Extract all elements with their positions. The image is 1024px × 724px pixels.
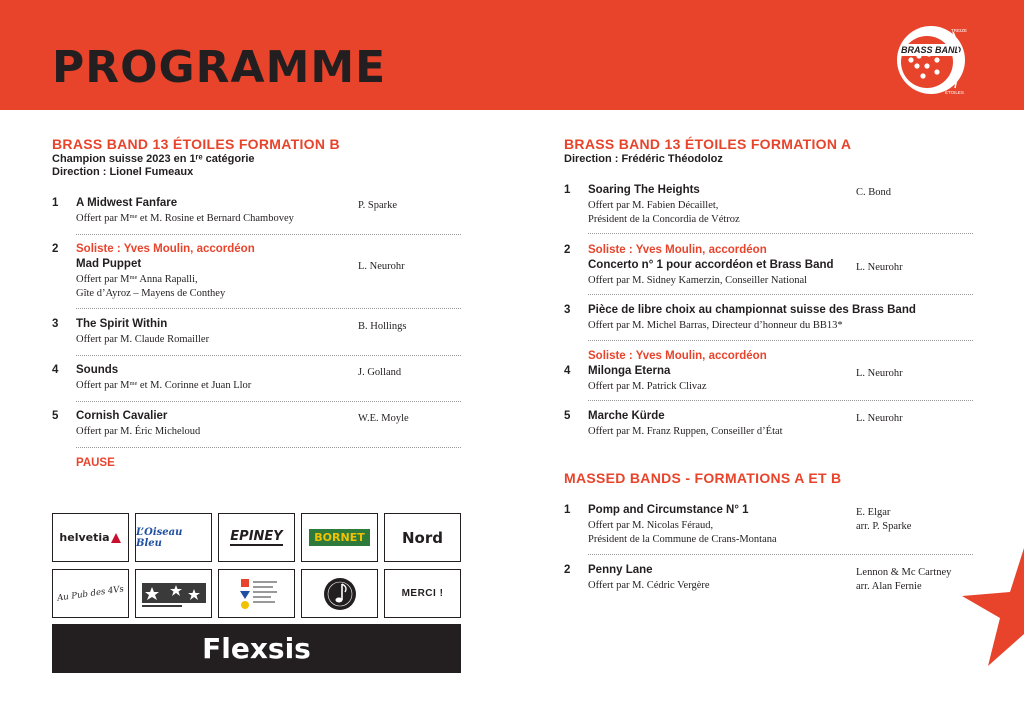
offer-line: Offert par M. Sidney Kamerzin, Conseiller National: [588, 275, 808, 286]
pub-4vs-logo: Au Pub des 4Vs: [56, 583, 125, 604]
divider: [588, 554, 973, 555]
sponsor-oiseau-bleu[interactable]: [135, 513, 212, 562]
divider: [76, 234, 461, 235]
composer: E. Elgar: [856, 507, 891, 518]
composer: W.E. Moyle: [358, 413, 409, 424]
program-item-b3: [52, 318, 461, 350]
item-number: 4: [52, 364, 59, 376]
sponsor-nord[interactable]: [384, 513, 461, 562]
soloist-line: Soliste : Yves Moulin, accordéon: [588, 350, 767, 362]
piece-title: Pomp and Circumstance N° 1: [588, 504, 749, 516]
bornet-logo: BORNET: [309, 529, 369, 546]
arranger: arr. P. Sparke: [856, 521, 912, 532]
piece-title: Soaring The Heights: [588, 184, 700, 196]
item-number: 4: [564, 365, 571, 377]
composer: L. Neurohr: [856, 262, 903, 273]
program-item-a3: [564, 304, 973, 336]
piece-title: Cornish Cavalier: [76, 410, 168, 422]
sponsor-brass-music[interactable]: [301, 569, 378, 618]
offer-line: Offert par M. Franz Ruppen, Conseiller d’État: [588, 426, 783, 437]
composer: L. Neurohr: [856, 368, 903, 379]
sponsor-stars-banner[interactable]: [135, 569, 212, 618]
composer: L. Neurohr: [856, 413, 903, 424]
header-banner: [0, 0, 1024, 110]
piece-title: Milonga Eterna: [588, 365, 671, 377]
item-number: 1: [52, 197, 59, 209]
piece-title: Penny Lane: [588, 564, 653, 576]
triangle-icon: [110, 532, 122, 544]
epiney-logo: EPINEY: [230, 529, 283, 544]
item-number: 3: [564, 304, 571, 316]
sponsor-merci: [384, 569, 461, 618]
item-number: 5: [564, 410, 571, 422]
composer: L. Neurohr: [358, 261, 405, 272]
oiseau-bleu-logo: L’Oiseau Bleu: [136, 526, 183, 549]
program-item-a4: [564, 350, 973, 396]
offer-line: Offert par Mᵐᵉ et M. Rosine et Bernard Chambovey: [76, 213, 294, 224]
offer-line: Président de la Concordia de Vétroz: [588, 214, 740, 225]
program-item-a5: [564, 410, 973, 442]
page-title: PROGRAMME: [52, 42, 387, 93]
formation-b-direction: Direction : Lionel Fumeaux: [52, 166, 194, 178]
program-item-a2: [564, 244, 973, 290]
item-number: 2: [564, 564, 571, 576]
item-number: 5: [52, 410, 59, 422]
piece-title: The Spirit Within: [76, 318, 168, 330]
nord-logo: Nord: [402, 528, 443, 547]
arranger: arr. Alan Fernie: [856, 581, 922, 592]
svg-text:BRASS BAND: BRASS BAND: [900, 45, 962, 55]
svg-text:TREIZE: TREIZE: [951, 28, 968, 33]
sponsor-canton-valais[interactable]: [218, 569, 295, 618]
composer: B. Hollings: [358, 321, 407, 332]
composer: Lennon & Mc Cartney: [856, 567, 952, 578]
divider: [76, 447, 461, 448]
star-decoration-icon: [960, 548, 1024, 668]
divider: [588, 294, 973, 295]
composer: P. Sparke: [358, 200, 398, 211]
sponsor-flexsis-banner[interactable]: [52, 624, 461, 673]
offer-line: Gîte d’Ayroz – Mayens de Conthey: [76, 288, 226, 299]
item-number: 2: [52, 243, 59, 255]
soloist-line: Soliste : Yves Moulin, accordéon: [76, 243, 255, 255]
merci-label: MERCI !: [401, 588, 444, 599]
flexsis-logo: Flexsis: [202, 632, 311, 665]
offer-line: Offert par M. Fabien Décaillet,: [588, 200, 719, 211]
composer: J. Golland: [358, 367, 402, 378]
offer-line: Offert par M. Michel Barras, Directeur d’honneur du BB13*: [588, 320, 843, 331]
program-item-b1: [52, 197, 461, 237]
offer-line: Offert par M. Patrick Clivaz: [588, 381, 707, 392]
banner-logo-icon: [142, 579, 206, 609]
item-number: 1: [564, 504, 571, 516]
offer-line: Offert par Mᵐᵉ Anna Rapalli,: [76, 274, 198, 285]
program-item-b4: [52, 364, 461, 396]
divider: [588, 400, 973, 401]
piece-title: Marche Kürde: [588, 410, 665, 422]
program-item-b5: [52, 410, 461, 442]
piece-title: A Midwest Fanfare: [76, 197, 178, 209]
canton-logo-icon: [227, 577, 287, 611]
massed-bands-title: MASSED BANDS - FORMATIONS A ET B: [564, 470, 842, 486]
offer-line: Offert par M. Claude Romailler: [76, 334, 210, 345]
formation-a-direction: Direction : Frédéric Théodoloz: [564, 153, 723, 165]
offer-line: Offert par M. Cédric Vergère: [588, 580, 710, 591]
item-number: 1: [564, 184, 571, 196]
divider: [588, 233, 973, 234]
program-item-b2: [52, 243, 461, 305]
piece-title: Mad Puppet: [76, 258, 142, 270]
composer: C. Bond: [856, 187, 892, 198]
formation-a-title: BRASS BAND 13 ÉTOILES FORMATION A: [564, 136, 852, 152]
program-item-m1: [564, 504, 973, 550]
sponsor-pub-4vs[interactable]: [52, 569, 129, 618]
sponsor-helvetia[interactable]: [52, 513, 129, 562]
item-number: 2: [564, 244, 571, 256]
formation-b-title: BRASS BAND 13 ÉTOILES FORMATION B: [52, 136, 340, 152]
piece-title: Pièce de libre choix au championnat suisse des Brass Band: [588, 304, 916, 316]
offer-line: Offert par M. Éric Micheloud: [76, 426, 201, 437]
offer-line: Offert par M. Nicolas Féraud,: [588, 520, 714, 531]
offer-line: Offert par Mᵐᵉ et M. Corinne et Juan Llor: [76, 380, 252, 391]
sponsor-epiney[interactable]: [218, 513, 295, 562]
formation-b-champion: Champion suisse 2023 en 1ʳᵉ catégorie: [52, 153, 255, 165]
item-number: 3: [52, 318, 59, 330]
svg-text:ÉTOILES: ÉTOILES: [945, 90, 964, 95]
music-note-icon: [318, 576, 362, 612]
program-item-m2: [564, 564, 973, 596]
helvetia-logo: helvetia: [59, 531, 110, 544]
soloist-line: Soliste : Yves Moulin, accordéon: [588, 244, 767, 256]
piece-title: Concerto n° 1 pour accordéon et Brass Band: [588, 259, 834, 271]
divider: [76, 308, 461, 309]
divider: [76, 355, 461, 356]
piece-title: Sounds: [76, 364, 119, 376]
program-item-a1: [564, 184, 973, 230]
pause-label: PAUSE: [76, 457, 115, 469]
sponsor-bornet[interactable]: [301, 513, 378, 562]
divider: [588, 340, 973, 341]
divider: [76, 401, 461, 402]
offer-line: Président de la Commune de Crans-Montana: [588, 534, 777, 545]
brass-band-logo: [893, 22, 969, 98]
